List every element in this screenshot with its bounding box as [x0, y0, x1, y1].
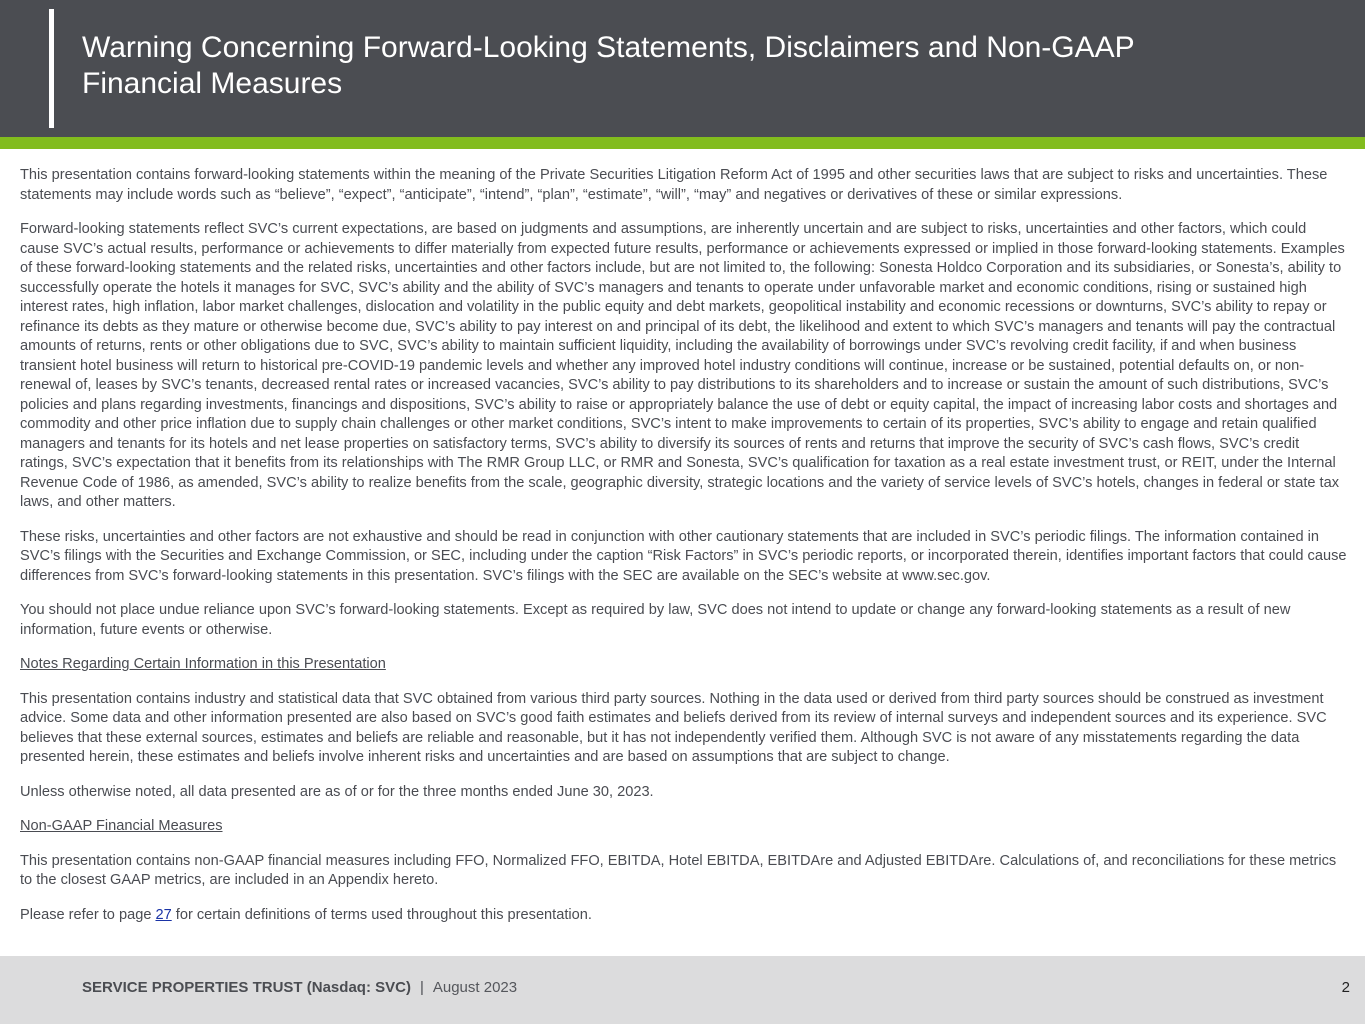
- footer-info: [82, 978, 517, 998]
- paragraph-forward-looking-risks: Forward-looking statements reflect SVC’s current expectations, are based on judgments and assumptions, are inherently uncertain and are subject to risks, uncertainties and other factors, which could cause SVC’s actual results, performance or achievements to differ materially from expected future results, performance or achievements expressed or implied in those forward-looking statements. Examples of these forward-looking statements and the related risks, uncertainties and other factors include, but are not limited to, the following: Sonesta Holdco Corporation and its subsidiaries, or Sonesta’s, ability to successfully operate the hotels it manages for SVC, SVC’s ability and the ability of SVC’s managers and tenants to operate under unfavorable market and economic conditions, rising or sustained high interest rates, high inflation, labor market challenges, dislocation and volatility in the public equity and debt markets, geopolitical instability and economic recessions or downturns, SVC’s ability to repay or refinance its debts as they mature or otherwise become due, SVC’s ability to pay interest on and principal of its debt, the likelihood and extent to which SVC’s managers and tenants will pay the contractual amounts of returns, rents or other obligations due to SVC, SVC’s ability to maintain sufficient liquidity, including the availability of borrowings under SVC’s revolving credit facility, if and when business transient hotel business will return to historical pre-COVID-19 pandemic levels and whether any improved hotel industry conditions will continue, increase or be sustained, potential defaults on, or non-renewal of, leases by SVC’s tenants, decreased rental rates or increased vacancies, SVC’s ability to pay distributions to its shareholders and to increase or sustain the amount of such distributions, SVC’s policies and plans regarding investments, financings and dispositions, SVC’s ability to raise or appropriately balance the use of debt or equity capital, the impact of increasing labor costs and shortages and commodity and other price inflation due to supply chain challenges or other market conditions, SVC’s intent to make improvements to certain of its properties, SVC’s ability to engage and retain qualified managers and tenants for its hotels and net lease properties on satisfactory terms, SVC’s ability to diversify its sources of rents and returns that improve the security of SVC’s cash flows, SVC’s credit ratings, SVC’s expectation that it benefits from its relationships with The RMR Group LLC, or RMR and Sonesta, SVC’s qualification for taxation as a real estate investment trust, or REIT, under the Internal Revenue Code of 1986, as amended, SVC’s ability to realize benefits from the scale, geographic diversity, strategic locations and the variety of service levels of SVC’s hotels, changes in federal or state tax laws, and other matters.: [20, 221, 1345, 510]
- header-green-stripe: [0, 137, 1365, 149]
- definitions-text-after: for certain definitions of terms used throughout this presentation.: [171, 906, 592, 923]
- disclaimer-body: [20, 166, 1348, 940]
- paragraph-definitions-reference: [20, 906, 1348, 926]
- section-heading-non-gaap: Non-GAAP Financial Measures: [20, 818, 223, 834]
- slide-footer: [0, 956, 1365, 1024]
- paragraph-risk-factors: These risks, uncertainties and other factors are not exhaustive and should be read in conjunction with other cautionary statements that are included in SVC’s periodic filings. The information contained in SVC’s filings with the Securities and Exchange Commission, or SEC, including under the caption “Risk Factors” in SVC’s periodic reports, or incorporated therein, identifies important factors that could cause differences from SVC’s forward-looking statements in this presentation. SVC’s filings with the SEC are available on the SEC’s website at www.sec.gov.: [20, 528, 1347, 584]
- page-number: 2: [1341, 979, 1350, 996]
- slide-header: [0, 0, 1365, 137]
- footer-company: SERVICE PROPERTIES TRUST (Nasdaq: SVC): [82, 979, 411, 996]
- paragraph-data-date: Unless otherwise noted, all data presented are as of or for the three months ended June 30, 2023.: [20, 783, 654, 800]
- paragraph-third-party-data: This presentation contains industry and statistical data that SVC obtained from various third party sources. Nothing in the data used or derived from third party sources should be construed as investment advice. Some data and other information presented are also based on SVC’s good faith estimates and beliefs derived from its review of internal surveys and independent sources and its experience. SVC believes that these external sources, estimates and beliefs are reliable and reasonable, but it has not independently verified them. Although SVC is not aware of any misstatements regarding the data presented herein, these estimates and beliefs involve inherent risks and uncertainties and are based on assumptions that are subject to change.: [20, 690, 1327, 765]
- paragraph-forward-looking-intro: This presentation contains forward-looking statements within the meaning of the Private Securities Litigation Reform Act of 1995 and other securities laws that are subject to risks and uncertainties. These statements may include words such as “believe”, “expect”, “anticipate”, “intend”, “plan”, “estimate”, “will”, “may” and negatives or derivatives of these or similar expressions.: [20, 167, 1328, 203]
- page-title: Warning Concerning Forward-Looking Statements, Disclaimers and Non-GAAP Financial Measures: [82, 31, 1135, 100]
- page-27-link[interactable]: 27: [155, 906, 172, 923]
- header-accent-bar: [49, 9, 54, 128]
- footer-separator: |: [419, 979, 424, 996]
- paragraph-undue-reliance: You should not place undue reliance upon SVC’s forward-looking statements. Except as required by law, SVC does not intend to update or change any forward-looking statements as a result of new information, future events or otherwise.: [20, 602, 1291, 638]
- definitions-text-before: Please refer to page: [20, 906, 156, 923]
- section-heading-notes: Notes Regarding Certain Information in this Presentation: [20, 656, 386, 672]
- footer-date: August 2023: [432, 979, 518, 996]
- paragraph-non-gaap-measures: This presentation contains non-GAAP financial measures including FFO, Normalized FFO, EBITDA, Hotel EBITDA, EBITDAre and Adjusted EBITDAre. Calculations of, and reconciliations for these metrics to the closest GAAP metrics, are included in an Appendix hereto.: [20, 852, 1337, 888]
